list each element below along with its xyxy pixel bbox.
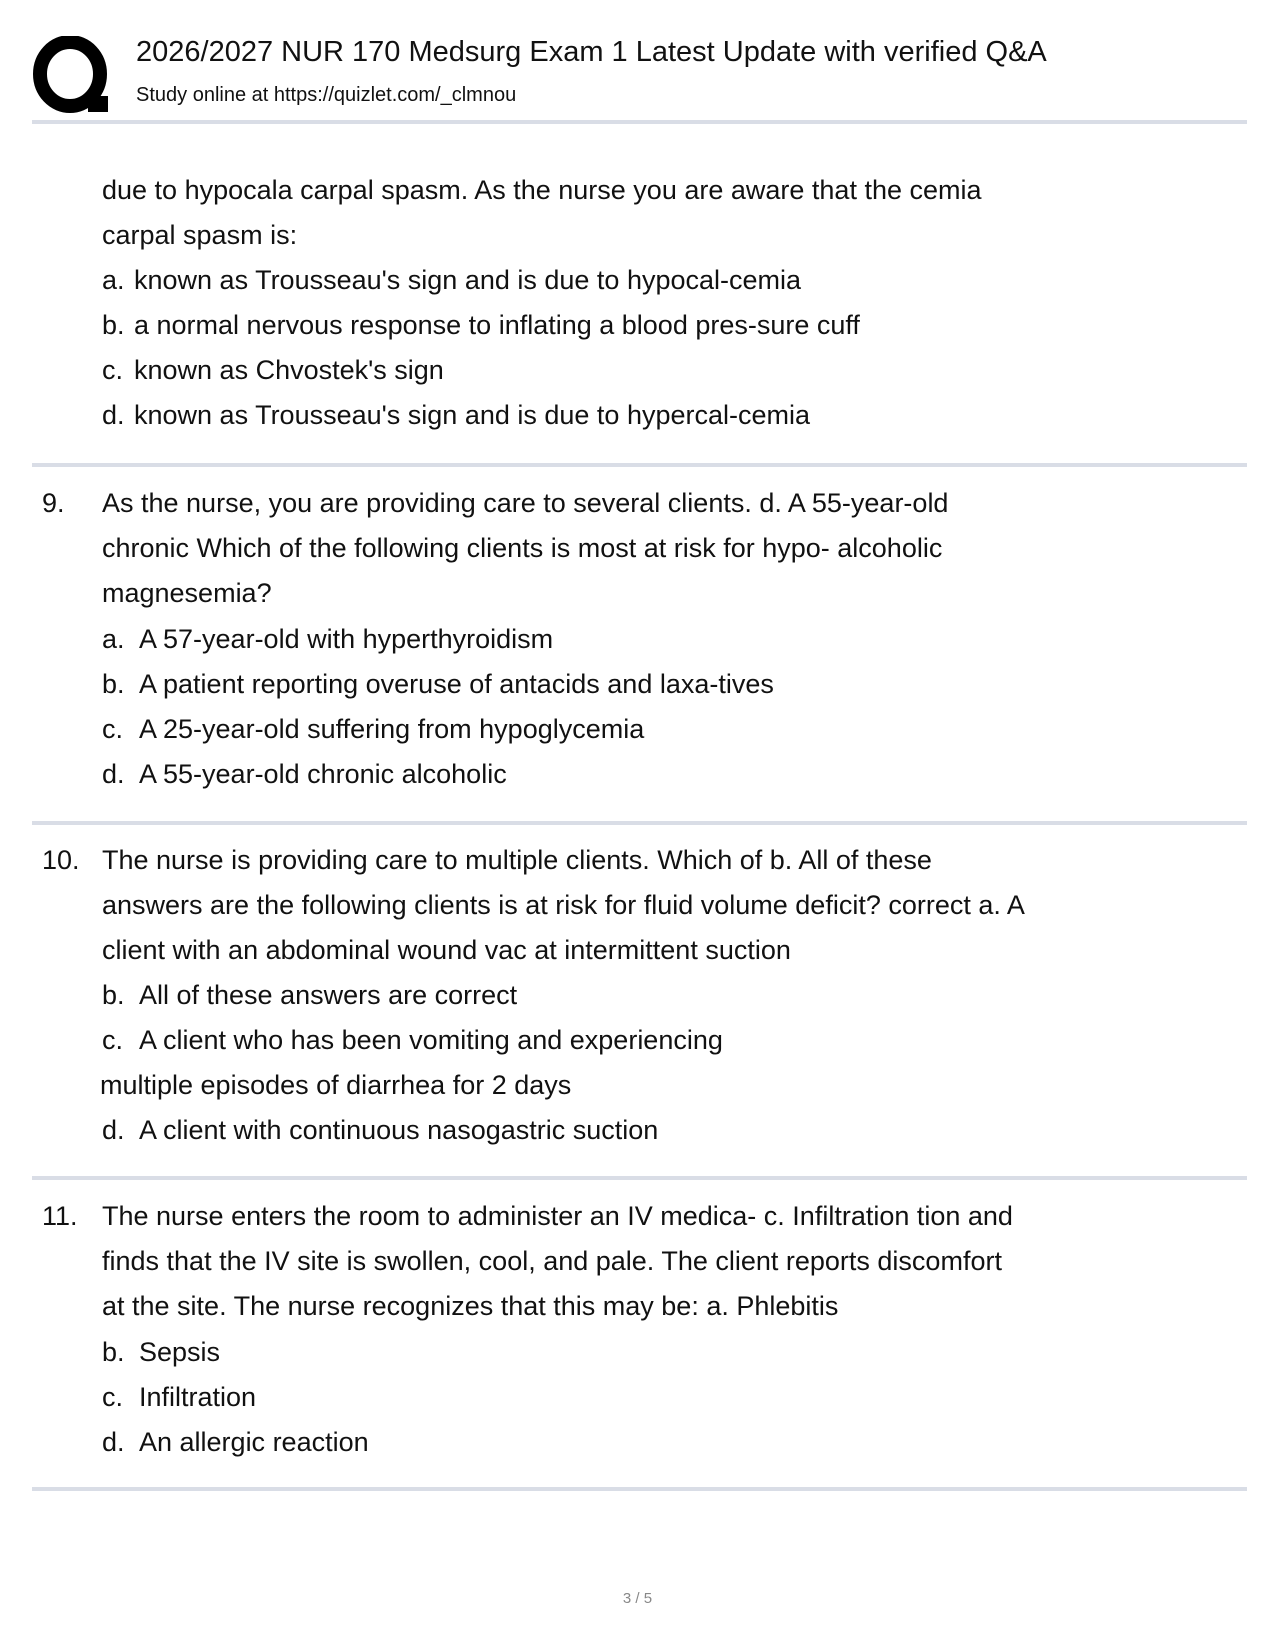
option-b: Sepsis — [139, 1337, 221, 1367]
divider — [32, 1176, 1247, 1180]
option-letter: c. — [102, 1025, 124, 1055]
option-letter: b. — [102, 669, 125, 699]
option-a: known as Trousseau's sign and is due to hypocal-cemia — [134, 265, 802, 295]
option-c-continued: multiple episodes of diarrhea for 2 days — [100, 1070, 572, 1100]
question-text: at the site. The nurse recognizes that this may be: a. Phlebitis — [102, 1291, 839, 1321]
question-text: client with an abdominal wound vac at intermittent suction — [102, 935, 791, 965]
quizlet-logo-icon — [33, 36, 113, 116]
question-text: due to hypocala carpal spasm. As the nurse you are aware that the cemia — [102, 175, 982, 205]
option-letter: b. — [102, 310, 125, 340]
option-letter: a. — [102, 624, 125, 654]
option-b: A patient reporting overuse of antacids and laxa-tives — [139, 669, 774, 699]
divider — [32, 1487, 1247, 1491]
page-number: 3 / 5 — [622, 1590, 653, 1607]
document-title: 2026/2027 NUR 170 Medsurg Exam 1 Latest Update with verified Q&A — [136, 36, 1047, 68]
option-letter: c. — [102, 1382, 124, 1412]
question-number: 9. — [42, 488, 65, 518]
option-letter: c. — [102, 355, 124, 385]
option-d: known as Trousseau's sign and is due to hypercal-cemia — [134, 400, 811, 430]
option-c: known as Chvostek's sign — [134, 355, 444, 385]
option-c: A client who has been vomiting and experiencing — [139, 1025, 723, 1055]
question-text: carpal spasm is: — [102, 220, 298, 250]
option-letter: d. — [102, 1427, 125, 1457]
option-letter: b. — [102, 980, 125, 1010]
question-text: magnesemia? — [102, 578, 272, 608]
question-text: The nurse enters the room to administer an IV medica- c. Infiltration tion and — [102, 1201, 1013, 1231]
option-letter: d. — [102, 1115, 125, 1145]
option-c: Infiltration — [139, 1382, 257, 1412]
option-letter: b. — [102, 1337, 125, 1367]
option-d: An allergic reaction — [139, 1427, 369, 1457]
study-online-link[interactable]: Study online at https://quizlet.com/_clmnou — [136, 84, 517, 106]
question-text: chronic Which of the following clients is most at risk for hypo- alcoholic — [102, 533, 943, 563]
option-letter: a. — [102, 265, 125, 295]
divider — [32, 821, 1247, 825]
question-number: 10. — [42, 845, 80, 875]
option-letter: d. — [102, 400, 125, 430]
divider — [32, 120, 1247, 124]
option-letter: c. — [102, 714, 124, 744]
question-text: The nurse is providing care to multiple clients. Which of b. All of these — [102, 845, 932, 875]
option-c: A 25-year-old suffering from hypoglycemia — [139, 714, 645, 744]
option-b: a normal nervous response to inflating a blood pres-sure cuff — [134, 310, 860, 340]
divider — [32, 463, 1247, 467]
option-b: All of these answers are correct — [139, 980, 518, 1010]
question-text: answers are the following clients is at risk for fluid volume deficit? correct a. A — [102, 890, 1025, 920]
option-d: A client with continuous nasogastric suction — [139, 1115, 659, 1145]
option-d: A 55-year-old chronic alcoholic — [139, 759, 507, 789]
option-letter: d. — [102, 759, 125, 789]
question-number: 11. — [42, 1201, 78, 1231]
question-text: As the nurse, you are providing care to several clients. d. A 55-year-old — [102, 488, 949, 518]
option-a: A 57-year-old with hyperthyroidism — [139, 624, 554, 654]
question-text: finds that the IV site is swollen, cool, and pale. The client reports discomfort — [102, 1246, 1002, 1276]
